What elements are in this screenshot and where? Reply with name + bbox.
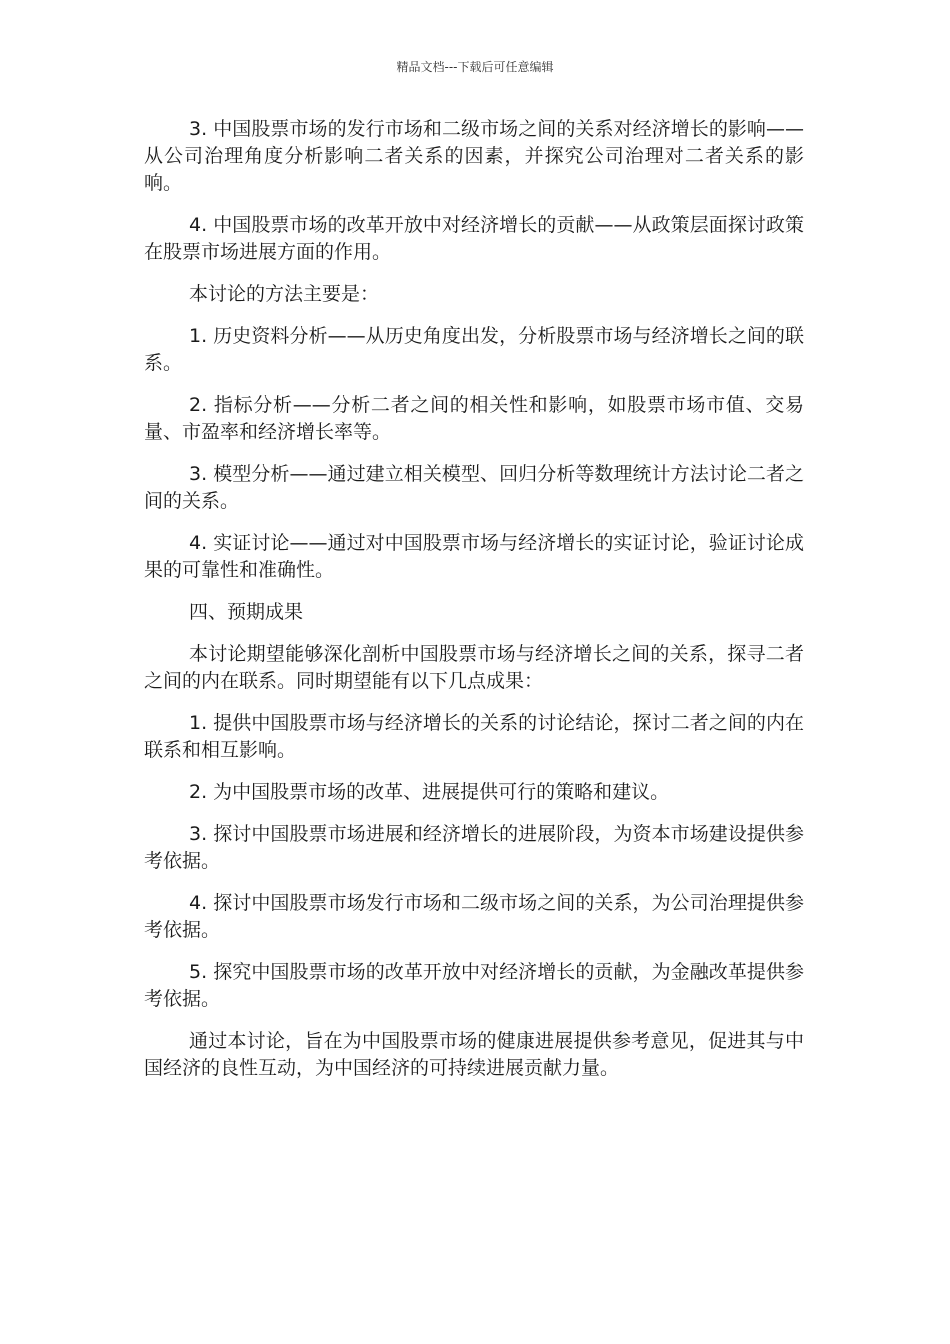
page-header: 精品文档---下载后可任意编辑: [396, 60, 554, 74]
paragraph-result-3: 3. 探讨中国股票市场进展和经济增长的进展阶段，为资本市场建设提供参考依据。: [144, 823, 804, 872]
paragraph-method-1: 1. 历史资料分析——从历史角度出发，分析股票市场与经济增长之间的联系。: [144, 325, 804, 374]
paragraph-method-3: 3. 模型分析——通过建立相关模型、回归分析等数理统计方法讨论二者之间的关系。: [144, 463, 804, 512]
paragraph-methods-intro: 本讨论的方法主要是：: [189, 283, 380, 305]
paragraph-result-2: 2. 为中国股票市场的改革、进展提供可行的策略和建议。: [189, 781, 670, 803]
paragraph-research-item-4: 4. 中国股票市场的改革开放中对经济增长的贡献——从政策层面探讨政策在股票市场进展方面的作用。: [144, 214, 804, 263]
section-heading-expected-results: 四、预期成果: [189, 601, 304, 623]
paragraph-result-1: 1. 提供中国股票市场与经济增长的关系的讨论结论，探讨二者之间的内在联系和相互影响。: [144, 712, 804, 761]
paragraph-results-intro: 本讨论期望能够深化剖析中国股票市场与经济增长之间的关系，探寻二者之间的内在联系。同时期望能有以下几点成果：: [144, 643, 804, 692]
paragraph-method-2: 2. 指标分析——分析二者之间的相关性和影响，如股票市场市值、交易量、市盈率和经济增长率等。: [144, 394, 804, 443]
paragraph-result-5: 5. 探究中国股票市场的改革开放中对经济增长的贡献，为金融改革提供参考依据。: [144, 961, 804, 1010]
paragraph-research-item-3: 3. 中国股票市场的发行市场和二级市场之间的关系对经济增长的影响——从公司治理角度分析影响二者关系的因素，并探究公司治理对二者关系的影响。: [144, 118, 804, 194]
document-body: [144, 116, 804, 1097]
paragraph-result-4: 4. 探讨中国股票市场发行市场和二级市场之间的关系，为公司治理提供参考依据。: [144, 892, 804, 941]
paragraph-conclusion: 通过本讨论，旨在为中国股票市场的健康进展提供参考意见，促进其与中国经济的良性互动，为中国经济的可持续进展贡献力量。: [144, 1030, 804, 1079]
paragraph-method-4: 4. 实证讨论——通过对中国股票市场与经济增长的实证讨论，验证讨论成果的可靠性和准确性。: [144, 532, 804, 581]
